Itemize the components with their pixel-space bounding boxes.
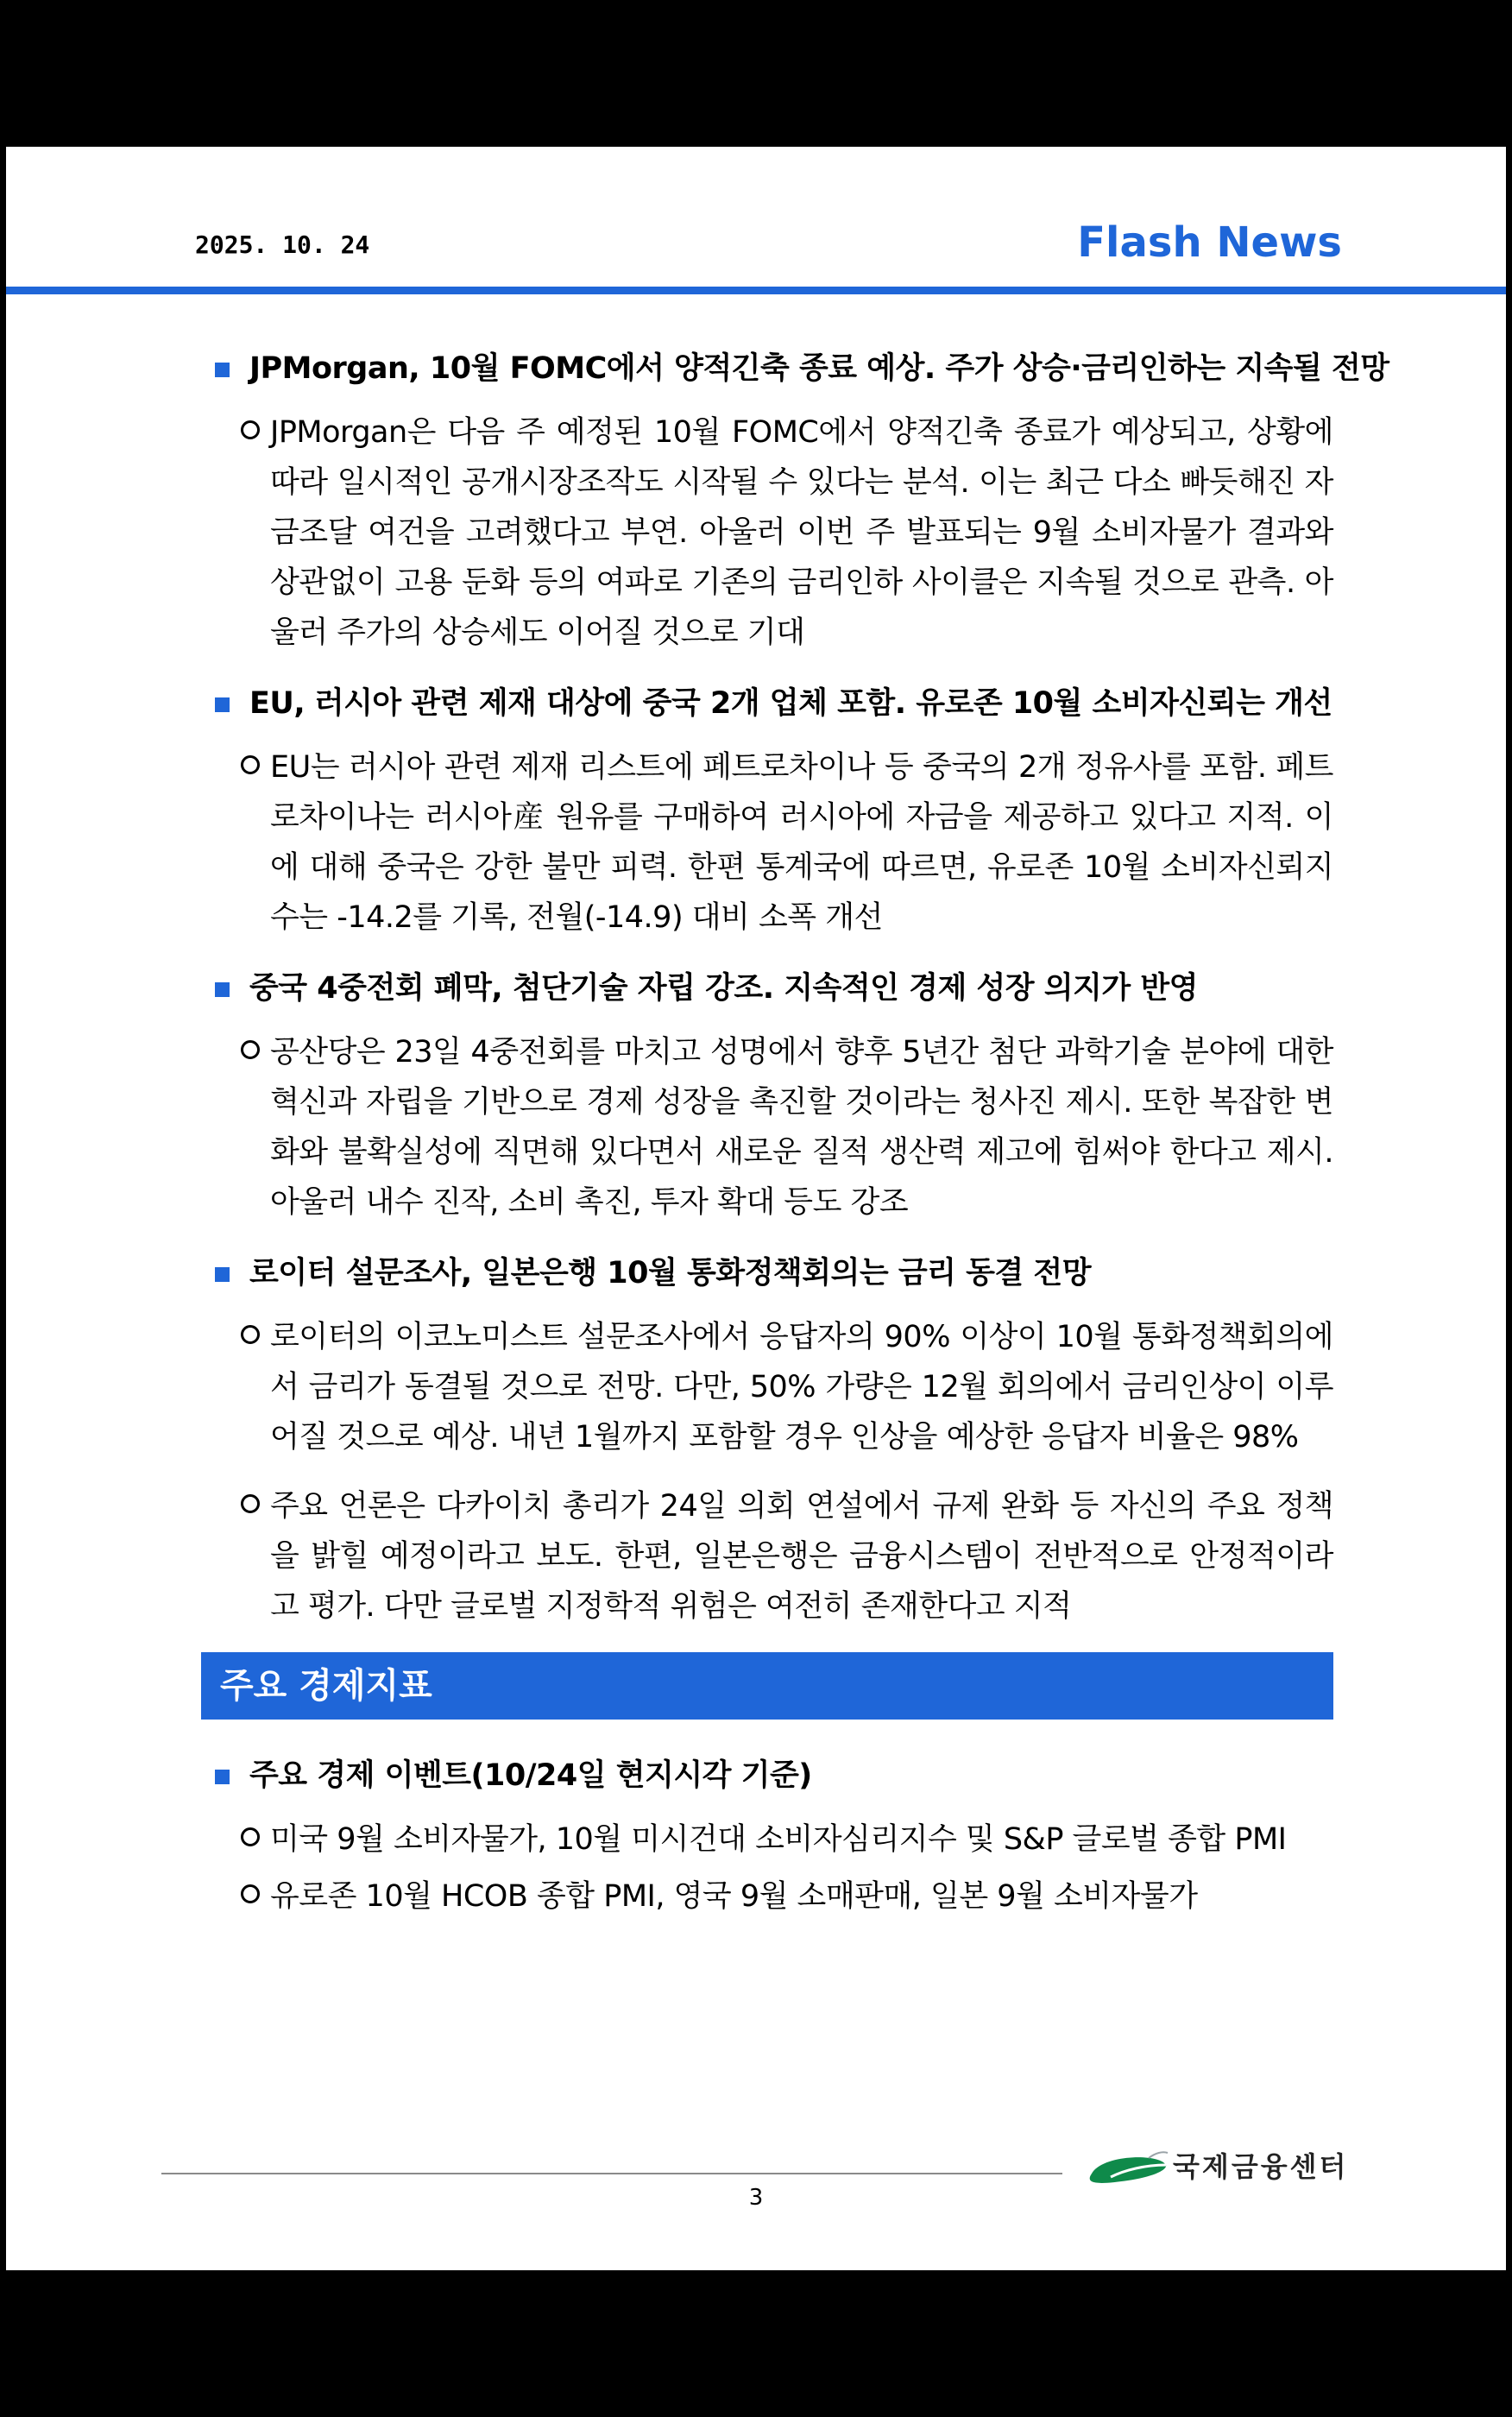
circle-bullet-icon xyxy=(241,1325,260,1344)
circle-bullet-icon xyxy=(241,1884,260,1903)
report-title: Flash News xyxy=(1077,218,1342,267)
news-section-japan xyxy=(201,1248,1333,1631)
section-heading: 주요 경제 이벤트(10/24일 현지시각 기준) xyxy=(201,1751,1333,1801)
circle-bullet-icon xyxy=(241,1827,260,1846)
square-bullet-icon xyxy=(215,982,230,997)
bullet-item: EU는 러시아 관련 제재 리스트에 페트로차이나 등 중국의 2개 정유사를 포함. 페트로차이나는 러시아産 원유를 구매하여 러시아에 자금을 제공하고 있다고 지적. 이에 대해 중국은 강한 불만 피력. 한편 통계국에 따르면, 유로존 10월 소비자신뢰지수는 -14.2를 기록, 전월(-14.9) 대비 소폭 개선 xyxy=(201,742,1333,943)
section-heading: 중국 4중전회 폐막, 첨단기술 자립 강조. 지속적인 경제 성장 의지가 반영 xyxy=(201,963,1333,1013)
document-page xyxy=(6,147,1506,2270)
kcif-logo-text: 국제금융센터 xyxy=(1173,2150,1349,2183)
page-number: 3 xyxy=(748,2185,764,2211)
report-date: 2025. 10. 24 xyxy=(195,230,370,259)
economic-indicators-banner: 주요 경제지표 xyxy=(201,1652,1333,1720)
square-bullet-icon xyxy=(215,1267,230,1282)
square-bullet-icon xyxy=(215,363,230,377)
news-section-eu xyxy=(201,678,1333,943)
content-body xyxy=(201,344,1389,1942)
news-section-china xyxy=(201,963,1333,1227)
footer-rule xyxy=(161,2173,1062,2174)
circle-bullet-icon xyxy=(241,420,260,439)
bullet-item: 로이터의 이코노미스트 설문조사에서 응답자의 90% 이상이 10월 통화정책회의에서 금리가 동결될 것으로 전망. 다만, 50% 가량은 12월 회의에서 금리인상이 이루어질 것으로 예상. 내년 1월까지 포함할 경우 인상을 예상한 응답자 비율은 98% xyxy=(201,1312,1333,1462)
header-rule xyxy=(6,287,1506,294)
event-item: 유로존 10월 HCOB 종합 PMI, 영국 9월 소매판매, 일본 9월 소비자물가 xyxy=(201,1871,1333,1922)
circle-bullet-icon xyxy=(241,1040,260,1059)
circle-bullet-icon xyxy=(241,755,260,774)
section-heading: EU, 러시아 관련 제재 대상에 중국 2개 업체 포함. 유로존 10월 소비자신뢰는 개선 xyxy=(201,678,1333,729)
section-heading: 로이터 설문조사, 일본은행 10월 통화정책회의는 금리 동결 전망 xyxy=(201,1248,1333,1298)
circle-bullet-icon xyxy=(241,1494,260,1513)
bullet-item: 주요 언론은 다카이치 총리가 24일 의회 연설에서 규제 완화 등 자신의 주요 정책을 밝힐 예정이라고 보도. 한편, 일본은행은 금융시스템이 전반적으로 안정적이라고 평가. 다만 글로벌 지정학적 위험은 여전히 존재한다고 지적 xyxy=(201,1481,1333,1631)
square-bullet-icon xyxy=(215,1770,230,1784)
news-section-jpmorgan xyxy=(201,344,1389,658)
square-bullet-icon xyxy=(215,697,230,712)
bullet-item: 공산당은 23일 4중전회를 마치고 성명에서 향후 5년간 첨단 과학기술 분야에 대한 혁신과 자립을 기반으로 경제 성장을 촉진할 것이라는 청사진 제시. 또한 복잡한 변화와 불확실성에 직면해 있다면서 새로운 질적 생산력 제고에 힘써야 한다고 제시. 아울러 내수 진작, 소비 촉진, 투자 확대 등도 강조 xyxy=(201,1027,1333,1227)
bullet-item: JPMorgan은 다음 주 예정된 10월 FOMC에서 양적긴축 종료가 예상되고, 상황에 따라 일시적인 공개시장조작도 시작될 수 있다는 분석. 이는 최근 다소 빠듯해진 자금조달 여건을 고려했다고 부연. 아울러 이번 주 발표되는 9월 소비자물가 결과와 상관없이 고용 둔화 등의 여파로 기존의 금리인하 사이클은 지속될 것으로 관측. 아울러 주가의 상승세도 이어질 것으로 기대 xyxy=(201,407,1333,658)
event-item: 미국 9월 소비자물가, 10월 미시건대 소비자심리지수 및 S&P 글로벌 종합 PMI xyxy=(201,1814,1333,1865)
events-section xyxy=(201,1751,1333,1922)
section-heading: JPMorgan, 10월 FOMC에서 양적긴축 종료 예상. 주가 상승·금리인하는 지속될 전망 xyxy=(201,344,1333,394)
